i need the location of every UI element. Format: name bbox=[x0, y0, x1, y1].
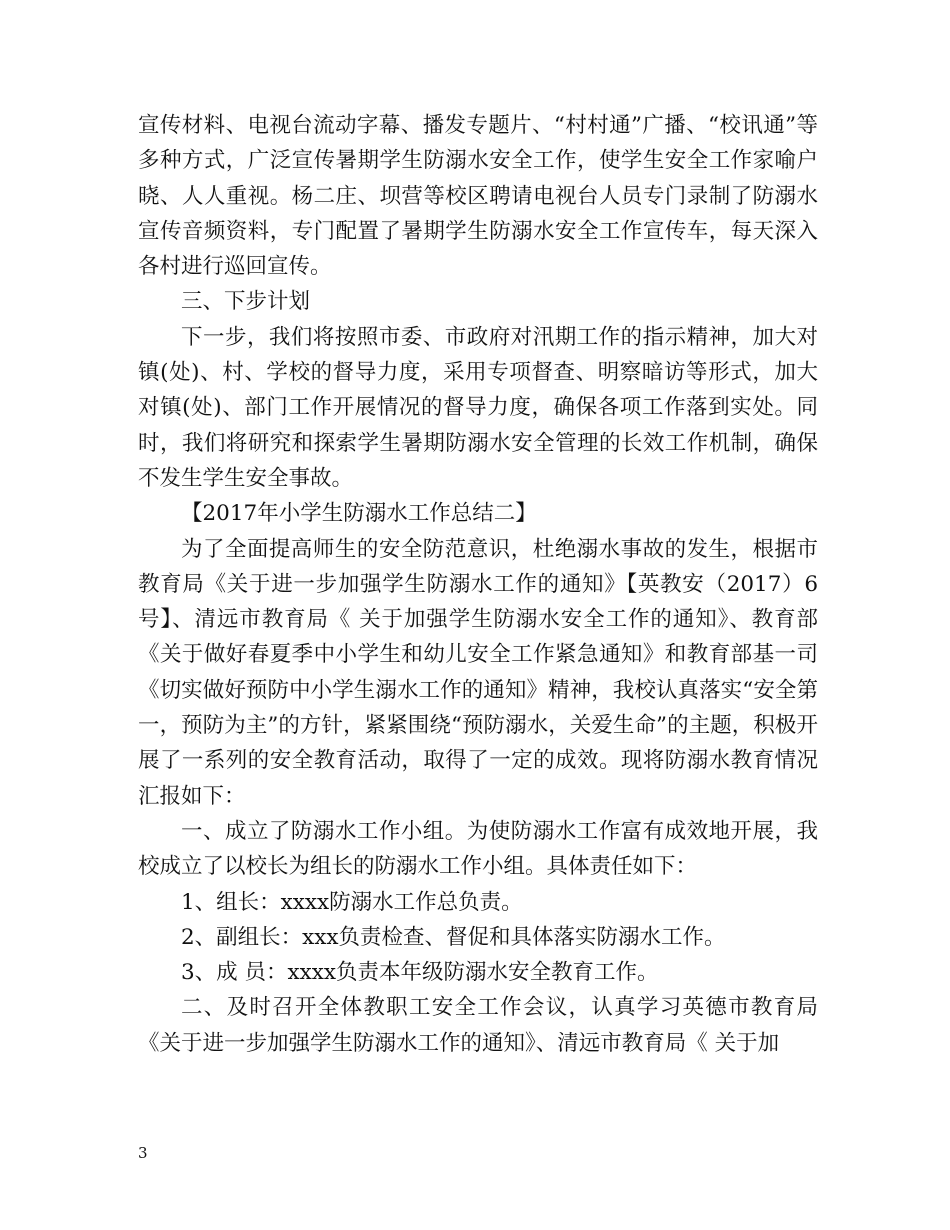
document-body bbox=[138, 108, 818, 1061]
paragraph-intro: 为了全面提高师生的安全防范意识，杜绝溺水事故的发生，根据市教育局《关于进一步加强学生防溺水工作的通知》【英教安（2017）6号】、清远市教育局《 关于加强学生防溺水安全工作的通知》、教育部《关于做好春夏季中小学生和幼儿安全工作紧急通知》和教育部基一司《切实做好预防中小学生溺水工作的通知》精神，我校认真落实“安全第一，预防为主”的方针，紧紧围绕“预防溺水，关爱生命”的主题，积极开展了一系列的安全教育活动，取得了一定的成效。现将防溺水教育情况汇报如下： bbox=[138, 536, 818, 809]
section-heading-next-steps: 三、下步计划 bbox=[181, 289, 311, 315]
paragraph-section-one: 一、成立了防溺水工作小组。为使防溺水工作富有成效地开展，我校成立了以校长为组长的防溺水工作小组。具体责任如下： bbox=[138, 818, 818, 880]
paragraph-section-two: 二、及时召开全体教职工安全工作会议，认真学习英德市教育局《关于进一步加强学生防溺水工作的通知》、清远市教育局《 关于加 bbox=[138, 995, 818, 1056]
document-subtitle: 【2017年小学生防溺水工作总结二】 bbox=[181, 501, 537, 527]
page-number: 3 bbox=[138, 1144, 148, 1162]
paragraph-continuation: 宣传材料、电视台流动字幕、播发专题片、“村村通”广播、“校讯通”等多种方式，广泛宣传暑期学生防溺水安全工作，使学生安全工作家喻户晓、人人重视。杨二庄、坝营等校区聘请电视台人员专门录制了防溺水宣传音频资料，专门配置了暑期学生防溺水安全工作宣传车，每天深入各村进行巡回宣传。 bbox=[138, 113, 818, 280]
paragraph-next-steps: 下一步，我们将按照市委、市政府对汛期工作的指示精神，加大对镇(处)、村、学校的督导力度，采用专项督查、明察暗访等形式，加大对镇(处)、部门工作开展情况的督导力度，确保各项工作落到实处。同时，我们将研究和探索学生暑期防溺水安全管理的长效工作机制，确保不发生学生安全事故。 bbox=[138, 324, 818, 491]
list-item-members: 3、成 员：xxxx负责本年级防溺水安全教育工作。 bbox=[181, 960, 659, 986]
list-item-deputy: 2、副组长：xxx负责检查、督促和具体落实防溺水工作。 bbox=[181, 924, 726, 950]
list-item-leader: 1、组长：xxxx防溺水工作总负责。 bbox=[181, 889, 523, 915]
